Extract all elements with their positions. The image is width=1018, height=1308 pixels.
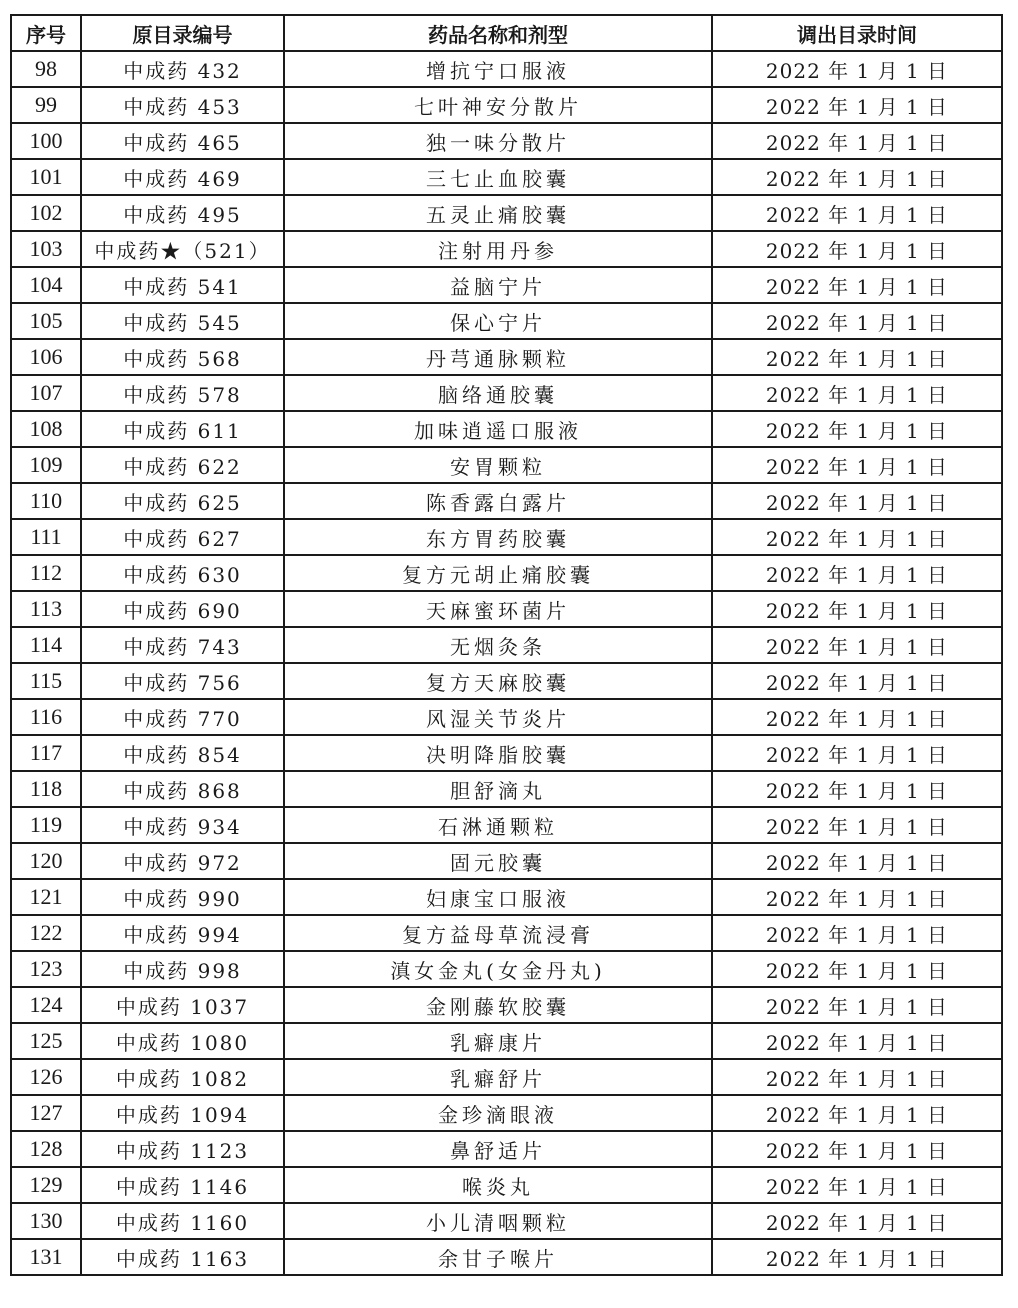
catalog-code-cell: 中成药 868 — [81, 771, 284, 807]
serial-number-cell: 114 — [11, 627, 81, 663]
drug-name-cell: 独一味分散片 — [284, 123, 712, 159]
drug-name-cell: 决明降脂胶囊 — [284, 735, 712, 771]
catalog-code-cell: 中成药 611 — [81, 411, 284, 447]
serial-number-cell: 119 — [11, 807, 81, 843]
catalog-code-cell: 中成药★（521） — [81, 231, 284, 267]
table-row — [11, 627, 1002, 663]
table-row — [11, 663, 1002, 699]
catalog-code-cell: 中成药 469 — [81, 159, 284, 195]
table-body — [11, 51, 1002, 1275]
table-row — [11, 303, 1002, 339]
table-row — [11, 51, 1002, 87]
removal-date-cell: 2022 年 1 月 1 日 — [712, 195, 1002, 231]
serial-number-cell: 100 — [11, 123, 81, 159]
drug-name-cell: 天麻蜜环菌片 — [284, 591, 712, 627]
table-row — [11, 1023, 1002, 1059]
drug-name-cell: 余甘子喉片 — [284, 1239, 712, 1275]
catalog-code-cell: 中成药 1146 — [81, 1167, 284, 1203]
table-row — [11, 447, 1002, 483]
drug-name-cell: 乳癖舒片 — [284, 1059, 712, 1095]
table-row — [11, 411, 1002, 447]
serial-number-cell: 110 — [11, 483, 81, 519]
serial-number-cell: 107 — [11, 375, 81, 411]
table-row — [11, 987, 1002, 1023]
table-row — [11, 915, 1002, 951]
catalog-code-cell: 中成药 622 — [81, 447, 284, 483]
serial-number-cell: 116 — [11, 699, 81, 735]
catalog-code-cell: 中成药 854 — [81, 735, 284, 771]
table-row — [11, 231, 1002, 267]
table-row — [11, 699, 1002, 735]
catalog-code-cell: 中成药 1163 — [81, 1239, 284, 1275]
serial-number-cell: 123 — [11, 951, 81, 987]
serial-number-cell: 121 — [11, 879, 81, 915]
drug-name-cell: 东方胃药胶囊 — [284, 519, 712, 555]
drug-name-cell: 妇康宝口服液 — [284, 879, 712, 915]
serial-number-cell: 111 — [11, 519, 81, 555]
drug-name-cell: 无烟灸条 — [284, 627, 712, 663]
removal-date-cell: 2022 年 1 月 1 日 — [712, 663, 1002, 699]
serial-number-cell: 126 — [11, 1059, 81, 1095]
drug-name-cell: 小儿清咽颗粒 — [284, 1203, 712, 1239]
serial-number-cell: 102 — [11, 195, 81, 231]
serial-number-cell: 128 — [11, 1131, 81, 1167]
serial-number-cell: 98 — [11, 51, 81, 87]
removal-date-cell: 2022 年 1 月 1 日 — [712, 591, 1002, 627]
header-removal-date: 调出目录时间 — [712, 15, 1002, 51]
drug-name-cell: 胆舒滴丸 — [284, 771, 712, 807]
catalog-code-cell: 中成药 625 — [81, 483, 284, 519]
catalog-code-cell: 中成药 994 — [81, 915, 284, 951]
drug-name-cell: 滇女金丸(女金丹丸) — [284, 951, 712, 987]
catalog-code-cell: 中成药 465 — [81, 123, 284, 159]
serial-number-cell: 118 — [11, 771, 81, 807]
drug-name-cell: 益脑宁片 — [284, 267, 712, 303]
table-row — [11, 771, 1002, 807]
catalog-code-cell: 中成药 990 — [81, 879, 284, 915]
drug-name-cell: 三七止血胶囊 — [284, 159, 712, 195]
catalog-code-cell: 中成药 578 — [81, 375, 284, 411]
catalog-code-cell: 中成药 453 — [81, 87, 284, 123]
header-serial-number: 序号 — [11, 15, 81, 51]
removal-date-cell: 2022 年 1 月 1 日 — [712, 519, 1002, 555]
drug-name-cell: 风湿关节炎片 — [284, 699, 712, 735]
drug-name-cell: 保心宁片 — [284, 303, 712, 339]
catalog-code-cell: 中成药 1160 — [81, 1203, 284, 1239]
table-row — [11, 159, 1002, 195]
catalog-code-cell: 中成药 1094 — [81, 1095, 284, 1131]
table-row — [11, 1239, 1002, 1275]
removal-date-cell: 2022 年 1 月 1 日 — [712, 1059, 1002, 1095]
removal-date-cell: 2022 年 1 月 1 日 — [712, 267, 1002, 303]
serial-number-cell: 117 — [11, 735, 81, 771]
serial-number-cell: 127 — [11, 1095, 81, 1131]
catalog-code-cell: 中成药 1037 — [81, 987, 284, 1023]
drug-name-cell: 增抗宁口服液 — [284, 51, 712, 87]
table-row — [11, 843, 1002, 879]
serial-number-cell: 103 — [11, 231, 81, 267]
catalog-code-cell: 中成药 495 — [81, 195, 284, 231]
removal-date-cell: 2022 年 1 月 1 日 — [712, 411, 1002, 447]
catalog-code-cell: 中成药 1080 — [81, 1023, 284, 1059]
serial-number-cell: 124 — [11, 987, 81, 1023]
drug-name-cell: 安胃颗粒 — [284, 447, 712, 483]
serial-number-cell: 129 — [11, 1167, 81, 1203]
catalog-code-cell: 中成药 545 — [81, 303, 284, 339]
removal-date-cell: 2022 年 1 月 1 日 — [712, 627, 1002, 663]
removal-date-cell: 2022 年 1 月 1 日 — [712, 375, 1002, 411]
serial-number-cell: 120 — [11, 843, 81, 879]
removal-date-cell: 2022 年 1 月 1 日 — [712, 987, 1002, 1023]
table-row — [11, 735, 1002, 771]
removal-date-cell: 2022 年 1 月 1 日 — [712, 1203, 1002, 1239]
table-row — [11, 195, 1002, 231]
table-row — [11, 375, 1002, 411]
drug-name-cell: 鼻舒适片 — [284, 1131, 712, 1167]
removal-date-cell: 2022 年 1 月 1 日 — [712, 915, 1002, 951]
table-row — [11, 267, 1002, 303]
drug-name-cell: 脑络通胶囊 — [284, 375, 712, 411]
removal-date-cell: 2022 年 1 月 1 日 — [712, 1095, 1002, 1131]
serial-number-cell: 106 — [11, 339, 81, 375]
table-row — [11, 591, 1002, 627]
serial-number-cell: 115 — [11, 663, 81, 699]
serial-number-cell: 130 — [11, 1203, 81, 1239]
table-row — [11, 1203, 1002, 1239]
catalog-code-cell: 中成药 743 — [81, 627, 284, 663]
drug-name-cell: 喉炎丸 — [284, 1167, 712, 1203]
removal-date-cell: 2022 年 1 月 1 日 — [712, 951, 1002, 987]
table-row — [11, 951, 1002, 987]
removal-date-cell: 2022 年 1 月 1 日 — [712, 1023, 1002, 1059]
drug-name-cell: 复方天麻胶囊 — [284, 663, 712, 699]
serial-number-cell: 113 — [11, 591, 81, 627]
removal-date-cell: 2022 年 1 月 1 日 — [712, 699, 1002, 735]
drug-name-cell: 加味逍遥口服液 — [284, 411, 712, 447]
removal-date-cell: 2022 年 1 月 1 日 — [712, 1167, 1002, 1203]
drug-name-cell: 金刚藤软胶囊 — [284, 987, 712, 1023]
table-row — [11, 123, 1002, 159]
catalog-code-cell: 中成药 998 — [81, 951, 284, 987]
catalog-code-cell: 中成药 627 — [81, 519, 284, 555]
serial-number-cell: 108 — [11, 411, 81, 447]
table-row — [11, 519, 1002, 555]
removal-date-cell: 2022 年 1 月 1 日 — [712, 339, 1002, 375]
table-row — [11, 1167, 1002, 1203]
table-row — [11, 1059, 1002, 1095]
serial-number-cell: 104 — [11, 267, 81, 303]
removal-date-cell: 2022 年 1 月 1 日 — [712, 123, 1002, 159]
table-row — [11, 87, 1002, 123]
removal-date-cell: 2022 年 1 月 1 日 — [712, 447, 1002, 483]
serial-number-cell: 112 — [11, 555, 81, 591]
catalog-code-cell: 中成药 770 — [81, 699, 284, 735]
catalog-code-cell: 中成药 432 — [81, 51, 284, 87]
drug-name-cell: 七叶神安分散片 — [284, 87, 712, 123]
removal-date-cell: 2022 年 1 月 1 日 — [712, 771, 1002, 807]
drug-name-cell: 丹芎通脉颗粒 — [284, 339, 712, 375]
header-original-catalog-code: 原目录编号 — [81, 15, 284, 51]
removal-date-cell: 2022 年 1 月 1 日 — [712, 735, 1002, 771]
table-row — [11, 1095, 1002, 1131]
table-row — [11, 483, 1002, 519]
header-drug-name-and-form: 药品名称和剂型 — [284, 15, 712, 51]
drug-removal-table — [10, 14, 1003, 1276]
drug-name-cell: 五灵止痛胶囊 — [284, 195, 712, 231]
drug-name-cell: 石淋通颗粒 — [284, 807, 712, 843]
removal-date-cell: 2022 年 1 月 1 日 — [712, 159, 1002, 195]
drug-name-cell: 复方益母草流浸膏 — [284, 915, 712, 951]
serial-number-cell: 105 — [11, 303, 81, 339]
removal-date-cell: 2022 年 1 月 1 日 — [712, 483, 1002, 519]
drug-name-cell: 陈香露白露片 — [284, 483, 712, 519]
drug-name-cell: 注射用丹参 — [284, 231, 712, 267]
drug-name-cell: 乳癖康片 — [284, 1023, 712, 1059]
table-row — [11, 879, 1002, 915]
drug-name-cell: 复方元胡止痛胶囊 — [284, 555, 712, 591]
catalog-code-cell: 中成药 541 — [81, 267, 284, 303]
catalog-code-cell: 中成药 1082 — [81, 1059, 284, 1095]
removal-date-cell: 2022 年 1 月 1 日 — [712, 555, 1002, 591]
catalog-code-cell: 中成药 1123 — [81, 1131, 284, 1167]
catalog-code-cell: 中成药 756 — [81, 663, 284, 699]
table-row — [11, 807, 1002, 843]
removal-date-cell: 2022 年 1 月 1 日 — [712, 843, 1002, 879]
catalog-code-cell: 中成药 934 — [81, 807, 284, 843]
table-header-row — [11, 15, 1002, 51]
removal-date-cell: 2022 年 1 月 1 日 — [712, 807, 1002, 843]
removal-date-cell: 2022 年 1 月 1 日 — [712, 87, 1002, 123]
catalog-code-cell: 中成药 630 — [81, 555, 284, 591]
removal-date-cell: 2022 年 1 月 1 日 — [712, 1239, 1002, 1275]
table-row — [11, 555, 1002, 591]
serial-number-cell: 131 — [11, 1239, 81, 1275]
serial-number-cell: 109 — [11, 447, 81, 483]
catalog-code-cell: 中成药 972 — [81, 843, 284, 879]
catalog-code-cell: 中成药 568 — [81, 339, 284, 375]
removal-date-cell: 2022 年 1 月 1 日 — [712, 879, 1002, 915]
removal-date-cell: 2022 年 1 月 1 日 — [712, 51, 1002, 87]
drug-name-cell: 固元胶囊 — [284, 843, 712, 879]
table-row — [11, 339, 1002, 375]
drug-name-cell: 金珍滴眼液 — [284, 1095, 712, 1131]
serial-number-cell: 101 — [11, 159, 81, 195]
serial-number-cell: 125 — [11, 1023, 81, 1059]
serial-number-cell: 99 — [11, 87, 81, 123]
catalog-code-cell: 中成药 690 — [81, 591, 284, 627]
removal-date-cell: 2022 年 1 月 1 日 — [712, 1131, 1002, 1167]
table-row — [11, 1131, 1002, 1167]
removal-date-cell: 2022 年 1 月 1 日 — [712, 231, 1002, 267]
serial-number-cell: 122 — [11, 915, 81, 951]
removal-date-cell: 2022 年 1 月 1 日 — [712, 303, 1002, 339]
